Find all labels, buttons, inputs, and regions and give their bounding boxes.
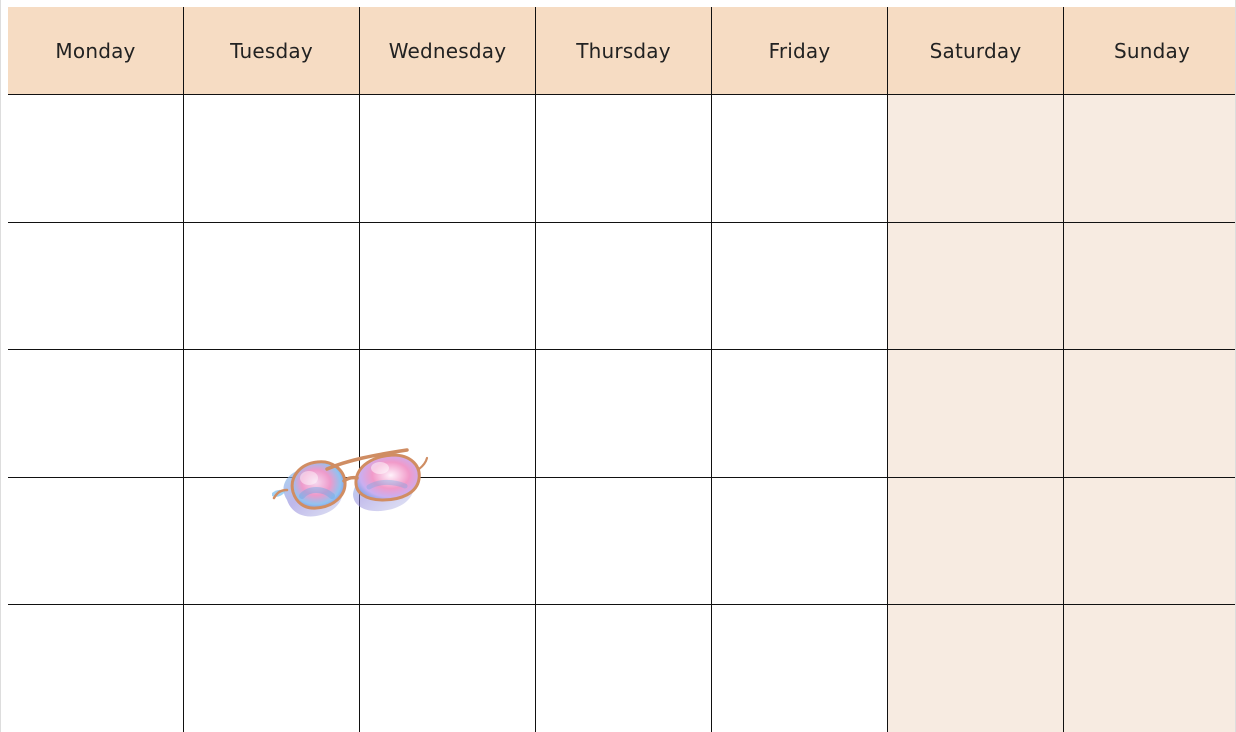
calendar-cell-monday-row-4[interactable] (8, 478, 184, 605)
calendar-cell-wednesday-row-4[interactable] (360, 478, 536, 605)
day-header-saturday: Saturday (888, 7, 1064, 95)
calendar-cell-monday-row-2[interactable] (8, 223, 184, 350)
calendar-cell-sunday-row-2[interactable] (1064, 223, 1236, 350)
calendar-cell-thursday-row-2[interactable] (536, 223, 712, 350)
calendar-cell-saturday-row-5[interactable] (888, 605, 1064, 732)
day-header-tuesday: Tuesday (184, 7, 360, 95)
calendar-cell-friday-row-4[interactable] (712, 478, 888, 605)
calendar-cell-monday-row-5[interactable] (8, 605, 184, 732)
calendar-cell-thursday-row-4[interactable] (536, 478, 712, 605)
calendar-cell-thursday-row-1[interactable] (536, 95, 712, 223)
calendar-cell-sunday-row-1[interactable] (1064, 95, 1236, 223)
day-header-sunday: Sunday (1064, 7, 1236, 95)
calendar-cell-sunday-row-3[interactable] (1064, 350, 1236, 478)
calendar-cell-friday-row-1[interactable] (712, 95, 888, 223)
day-header-thursday: Thursday (536, 7, 712, 95)
calendar-cell-sunday-row-5[interactable] (1064, 605, 1236, 732)
calendar-cell-thursday-row-5[interactable] (536, 605, 712, 732)
day-header-friday: Friday (712, 7, 888, 95)
calendar-cell-tuesday-row-4[interactable] (184, 478, 360, 605)
calendar-cell-monday-row-1[interactable] (8, 95, 184, 223)
calendar-cell-wednesday-row-3[interactable] (360, 350, 536, 478)
calendar-cell-tuesday-row-1[interactable] (184, 95, 360, 223)
calendar-cell-wednesday-row-1[interactable] (360, 95, 536, 223)
calendar-cell-friday-row-5[interactable] (712, 605, 888, 732)
calendar-cell-tuesday-row-5[interactable] (184, 605, 360, 732)
calendar-cell-wednesday-row-2[interactable] (360, 223, 536, 350)
calendar-cell-wednesday-row-5[interactable] (360, 605, 536, 732)
calendar-cell-saturday-row-1[interactable] (888, 95, 1064, 223)
calendar-cell-thursday-row-3[interactable] (536, 350, 712, 478)
calendar-cell-saturday-row-3[interactable] (888, 350, 1064, 478)
calendar-cell-sunday-row-4[interactable] (1064, 478, 1236, 605)
weekly-grid (8, 7, 1236, 732)
calendar-cell-monday-row-3[interactable] (8, 350, 184, 478)
calendar-cell-tuesday-row-3[interactable] (184, 350, 360, 478)
day-header-wednesday: Wednesday (360, 7, 536, 95)
calendar-cell-friday-row-2[interactable] (712, 223, 888, 350)
calendar-cell-tuesday-row-2[interactable] (184, 223, 360, 350)
calendar-cell-saturday-row-4[interactable] (888, 478, 1064, 605)
calendar-cell-saturday-row-2[interactable] (888, 223, 1064, 350)
calendar-cell-friday-row-3[interactable] (712, 350, 888, 478)
day-header-monday: Monday (8, 7, 184, 95)
